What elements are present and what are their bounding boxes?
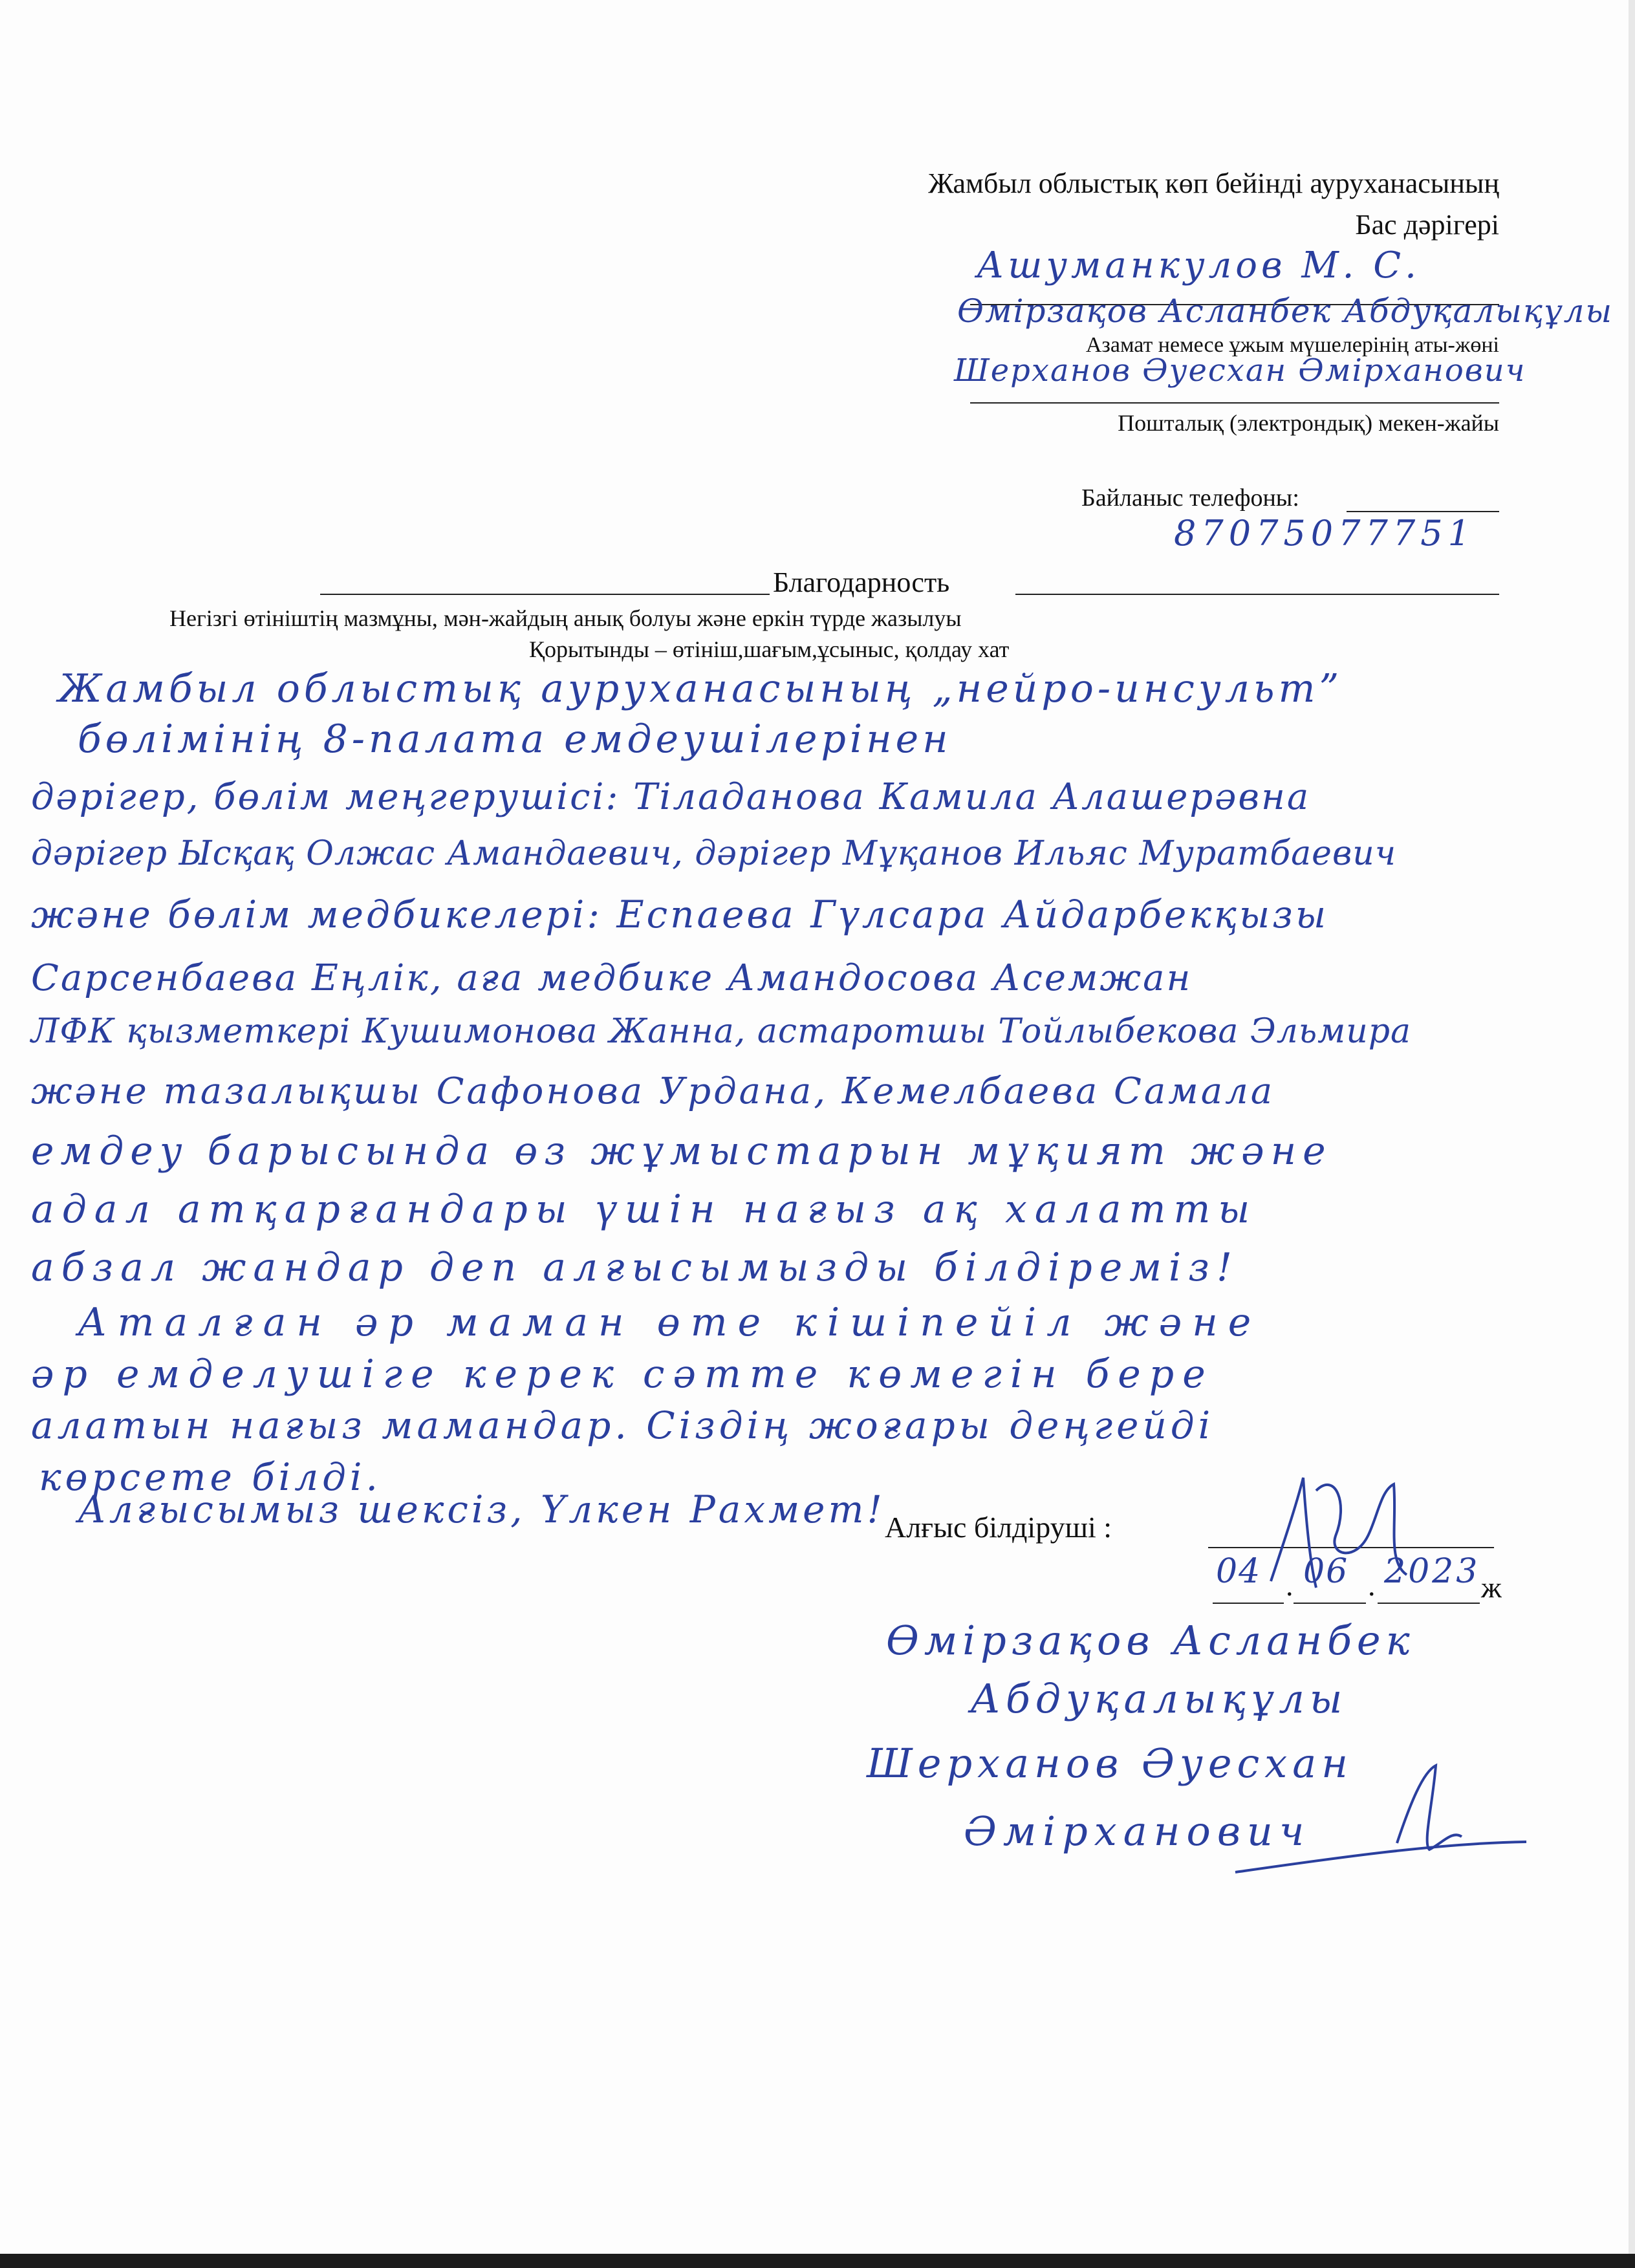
signer-line-2: Абдуқалықұлы	[970, 1675, 1348, 1722]
body-line-8: және тазалықшы Сафонова Урдана, Кемелбаева Самала	[31, 1070, 1275, 1112]
phone-handwritten: 87075077751	[1174, 513, 1475, 554]
date-day: 04	[1216, 1552, 1262, 1591]
body-line-12: Аталған әр маман өте кішіпейіл және	[78, 1300, 1262, 1345]
subtitle-type: Қорытынды – өтініш,шағым,ұсыныс, қолдау хат	[529, 636, 1010, 662]
date-dot-1: .	[1286, 1569, 1294, 1602]
position-line: Бас дәрігері	[1355, 209, 1499, 241]
body-line-10: адал атқарғандары үшін нағыз ақ халатты	[31, 1187, 1258, 1232]
signer-line-1: Өмірзақов Асланбек	[886, 1617, 1415, 1664]
chief-name-handwritten: Ашуманкулов М. С.	[977, 244, 1420, 286]
applicant-name-handwritten: Өмірзақов Асланбек Абдуқалықұлы	[957, 292, 1614, 330]
date-month: 06	[1303, 1552, 1349, 1591]
document-title: Благодарность	[773, 567, 950, 598]
date-dot-2: .	[1368, 1569, 1376, 1602]
phone-label: Байланыс телефоны:	[1081, 484, 1299, 512]
date-day-rule	[1213, 1603, 1284, 1604]
signer-line-3: Шерханов Әуесхан	[867, 1740, 1353, 1787]
subtitle-instructions: Негізгі өтініштің мазмұны, мән-жайдың анық болуы және еркін түрде жазылуы	[169, 605, 962, 631]
body-line-15: көрсете білді.	[39, 1455, 382, 1499]
body-line-14: алатын нағыз мамандар. Сіздің жоғары деңгейді	[31, 1403, 1215, 1447]
body-line-13: әр емделушіге керек сәтте көмегін бере	[31, 1352, 1214, 1397]
body-line-4: дәрігер Ысқақ Олжас Амандаевич, дәрігер Мұқанов Ильяс Муратбаевич	[31, 834, 1397, 873]
body-line-1: Жамбыл облыстық ауруханасының „нейро-инсульт”	[58, 666, 1343, 711]
date-year: 2023	[1384, 1552, 1480, 1591]
signer-line-4: Әмірханович	[964, 1808, 1311, 1855]
title-rule-right	[1015, 594, 1499, 595]
body-line-16: Алғысымыз шексіз, Үлкен Рахмет!	[78, 1487, 885, 1531]
applicant2-handwritten: Шерханов Әуесхан Әмірханович	[954, 352, 1526, 389]
date-month-rule	[1294, 1603, 1366, 1604]
address-rule	[970, 402, 1499, 404]
body-line-11: абзал жандар деп алғысымызды білдіреміз!	[31, 1245, 1240, 1290]
signature-stroke-3	[1397, 1766, 1462, 1850]
address-label: Пошталық (электрондық) мекен-жайы	[1118, 410, 1499, 436]
body-line-6: Сарсенбаева Еңлік, аға медбике Амандосова Асемжан	[31, 957, 1193, 999]
phone-rule	[1347, 511, 1499, 512]
body-line-5: және бөлім медбикелері: Еспаева Гүлсара Айдарбекқызы	[31, 892, 1329, 936]
scan-edge-bottom	[0, 2254, 1635, 2268]
body-line-2: бөлімінің 8-палата емдеушілерінен	[78, 717, 952, 762]
title-rule-left	[320, 594, 770, 595]
applicant-label: Азамат немесе ұжым мүшелерінің аты-жөні	[1085, 333, 1499, 357]
scan-edge-right	[1629, 0, 1635, 2268]
second-signature-mark	[1229, 1746, 1533, 1875]
body-line-3: дәрігер, бөлім меңгерушісі: Тіладанова Камила Алашерәвна	[31, 776, 1311, 818]
date-year-rule	[1378, 1603, 1480, 1604]
body-line-7: ЛФК қызметкері Кушимонова Жанна, астаротшы Тойлыбекова Эльмира	[31, 1012, 1412, 1051]
body-line-9: емдеу барысында өз жұмыстарын мұқият және	[31, 1129, 1332, 1174]
hospital-line: Жамбыл облыстық көп бейінді ауруханасының	[928, 167, 1499, 199]
signature-stroke-4	[1235, 1842, 1526, 1872]
date-suffix: ж	[1481, 1571, 1502, 1604]
thanks-label: Алғыс білдіруші :	[885, 1511, 1112, 1544]
